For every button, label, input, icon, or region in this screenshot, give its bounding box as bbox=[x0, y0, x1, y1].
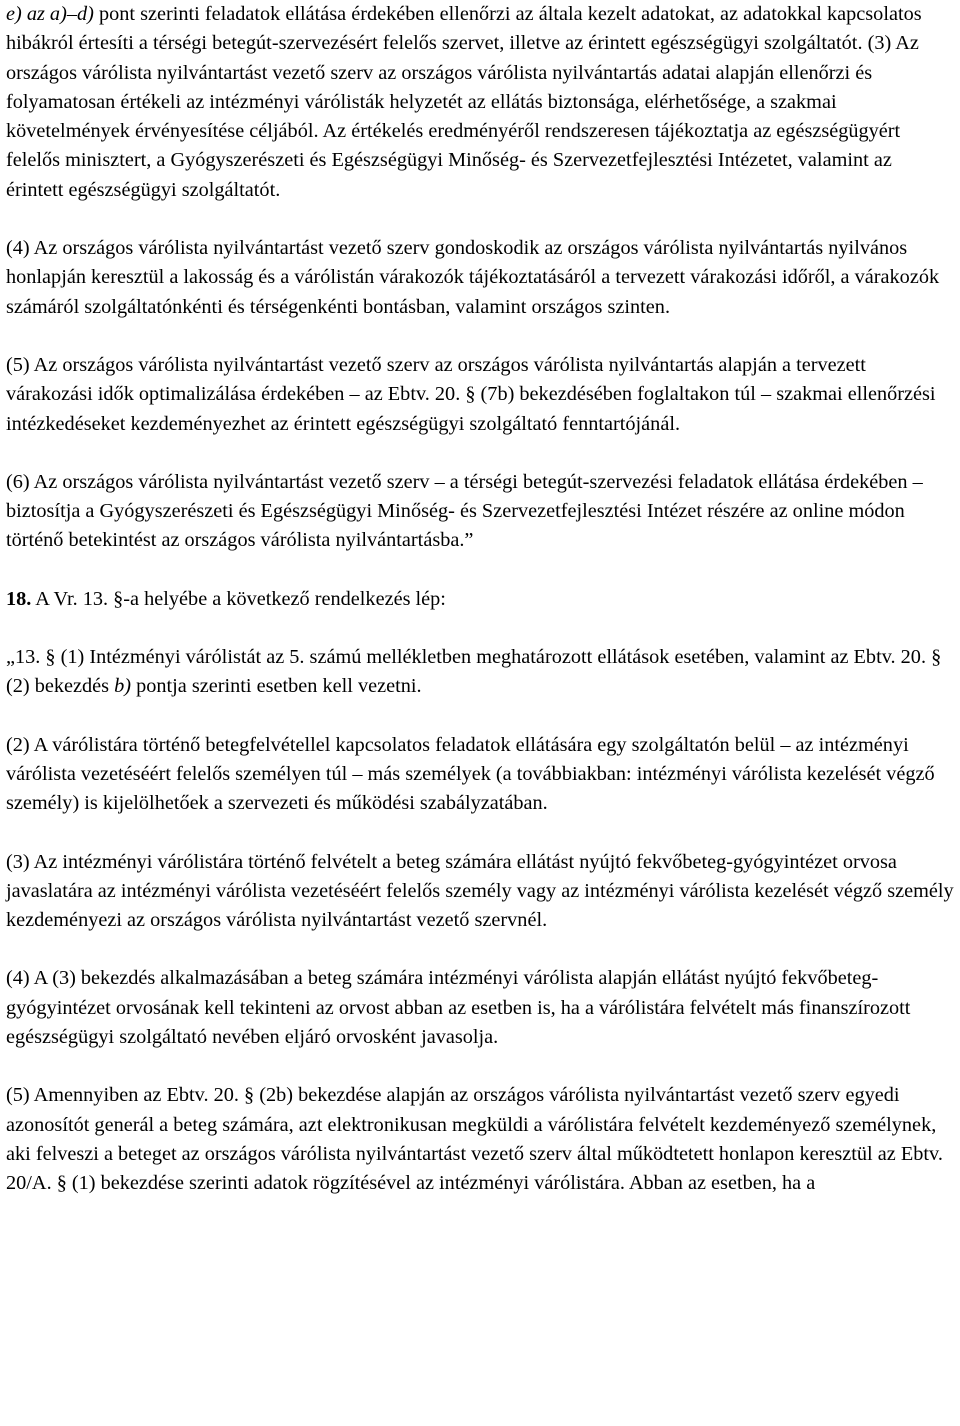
document-page bbox=[6, 0, 954, 1199]
paragraph-gap bbox=[6, 819, 954, 848]
point-reference-italic: b) bbox=[114, 675, 132, 698]
paragraph-3-section bbox=[6, 0, 954, 205]
section-number: 18. bbox=[6, 587, 32, 610]
paragraph-text: „13. § (1) Intézményi várólistát az 5. számú mellékletben meghatározott ellátások esetében, valamint az Ebtv. 20. § (2) bekezdés bbox=[6, 646, 942, 698]
paragraph-text: pont szerinti feladatok ellátása érdekében ellenőrzi az általa kezelt adatokat, az adatokkal kapcsolatos hibákról értesíti a térségi betegút-szervezésért felelős szervet, illetve az érintett egészségügyi szolgáltatót. bbox=[6, 3, 922, 55]
point-reference-italic-end: d) bbox=[76, 3, 94, 25]
paragraph-gap bbox=[6, 205, 954, 234]
paragraph-13-2: (2) A várólistára történő betegfelvétellel kapcsolatos feladatok ellátására egy szolgáltatón belül – az intézményi várólista vezetéséért felelős személyen túl – más személyek (a továbbiakban: intézményi várólista kezelését végző személy) is kijelölhetőek a szervezeti és működési szabályzatában. bbox=[6, 733, 935, 815]
paragraph-gap bbox=[6, 702, 954, 731]
dash: – bbox=[66, 3, 77, 25]
paragraph-gap bbox=[6, 322, 954, 351]
paragraph-text-3-cont: Az értékelés eredményéről rendszeresen tájékoztatja az egészségügyért felelős minisztert, a Gyógyszerészeti és Egészségügyi Minőség- és Szervezetfejlesztési Intézetet, valamint az érintett egészségügyi szolgáltatót. bbox=[6, 120, 901, 201]
paragraph-gap bbox=[6, 614, 954, 643]
section-heading-text: A Vr. 13. §-a helyébe a következő rendelkezés lép: bbox=[31, 587, 446, 610]
paragraph-13-3: (3) Az intézményi várólistára történő felvételt a beteg számára ellátást nyújtó fekvőbeteg-gyógyintézet orvosa javaslatára az intézményi várólista vezetéséért felelős személy vagy az intézményi várólista kezelését végző személy kezdeményezi az országos várólista nyilvántartást vezető szervnél. bbox=[6, 850, 954, 932]
section-heading-18 bbox=[6, 585, 954, 614]
paragraph-4: (4) Az országos várólista nyilvántartást vezető szerv gondoskodik az országos várólista nyilvántartás nyilvános honlapján keresztül a lakosság és a várólistán várakozók tájékoztatásáról a tervezett várakozási időről, a várakozók számáról szolgáltatónkénti és térségenkénti bontásban, valamint országos szinten. bbox=[6, 237, 940, 318]
paragraph-5: (5) Az országos várólista nyilvántartást vezető szerv az országos várólista nyilvántartás alapján a tervezett várakozási idők optimalizálása érdekében – az Ebtv. 20. § (7b) bekezdésében foglaltakon túl – szakmai ellenőrzési intézkedéseket kezdeményezhet az érintett egészségügyi szolgáltató fenntartójánál. bbox=[6, 353, 936, 435]
paragraph-gap bbox=[6, 1052, 954, 1081]
paragraph-6: (6) Az országos várólista nyilvántartást vezető szerv – a térségi betegút-szervezési feladatok ellátása érdekében – biztosítja a Gyógyszerészeti és Egészségügyi Minőség- és Szervezetfejlesztési Intézet részére az online módon történő betekintést az országos várólista nyilvántartásba.” bbox=[6, 470, 923, 552]
point-reference-italic: e) az a) bbox=[6, 3, 67, 25]
paragraph-gap bbox=[6, 556, 954, 585]
paragraph-text-3: (3) Az országos várólista nyilvántartást vezető szerv az országos várólista nyilvántartás adatai alapján ellenőrzi és folyamatosan értékeli az intézményi várólisták helyzetét az ellátás biztonsága, elérhetősége, a szakmai követelmények érvényesítése céljából. bbox=[6, 32, 919, 143]
paragraph-13-5: (5) Amennyiben az Ebtv. 20. § (2b) bekezdése alapján az országos várólista nyilvántartást vezető szerv egyedi azonosítót generál a beteg számára, azt elektronikusan megküldi a várólistára felvételt kezdeményező személynek, aki felveszi a beteget az országos várólista nyilvántartást vezető szerv által működtetett honlapon keresztül az Ebtv. 20/A. § (1) bekezdése szerinti adatok rögzítésével az intézményi várólistára. Abban az esetben, ha a bbox=[6, 1084, 943, 1195]
paragraph-gap bbox=[6, 935, 954, 964]
paragraph-13-1 bbox=[6, 643, 954, 702]
paragraph-13-4: (4) A (3) bekezdés alkalmazásában a beteg számára intézményi várólista alapján ellátást nyújtó fekvőbeteg-gyógyintézet orvosának kell tekinteni az orvost abban az esetben is, ha a várólistára felvételt más finanszírozott egészségügyi szolgáltató nevében eljáró orvosként javasolja. bbox=[6, 967, 911, 1049]
paragraph-gap bbox=[6, 439, 954, 468]
paragraph-text-end: pontja szerinti esetben kell vezetni. bbox=[131, 675, 422, 698]
